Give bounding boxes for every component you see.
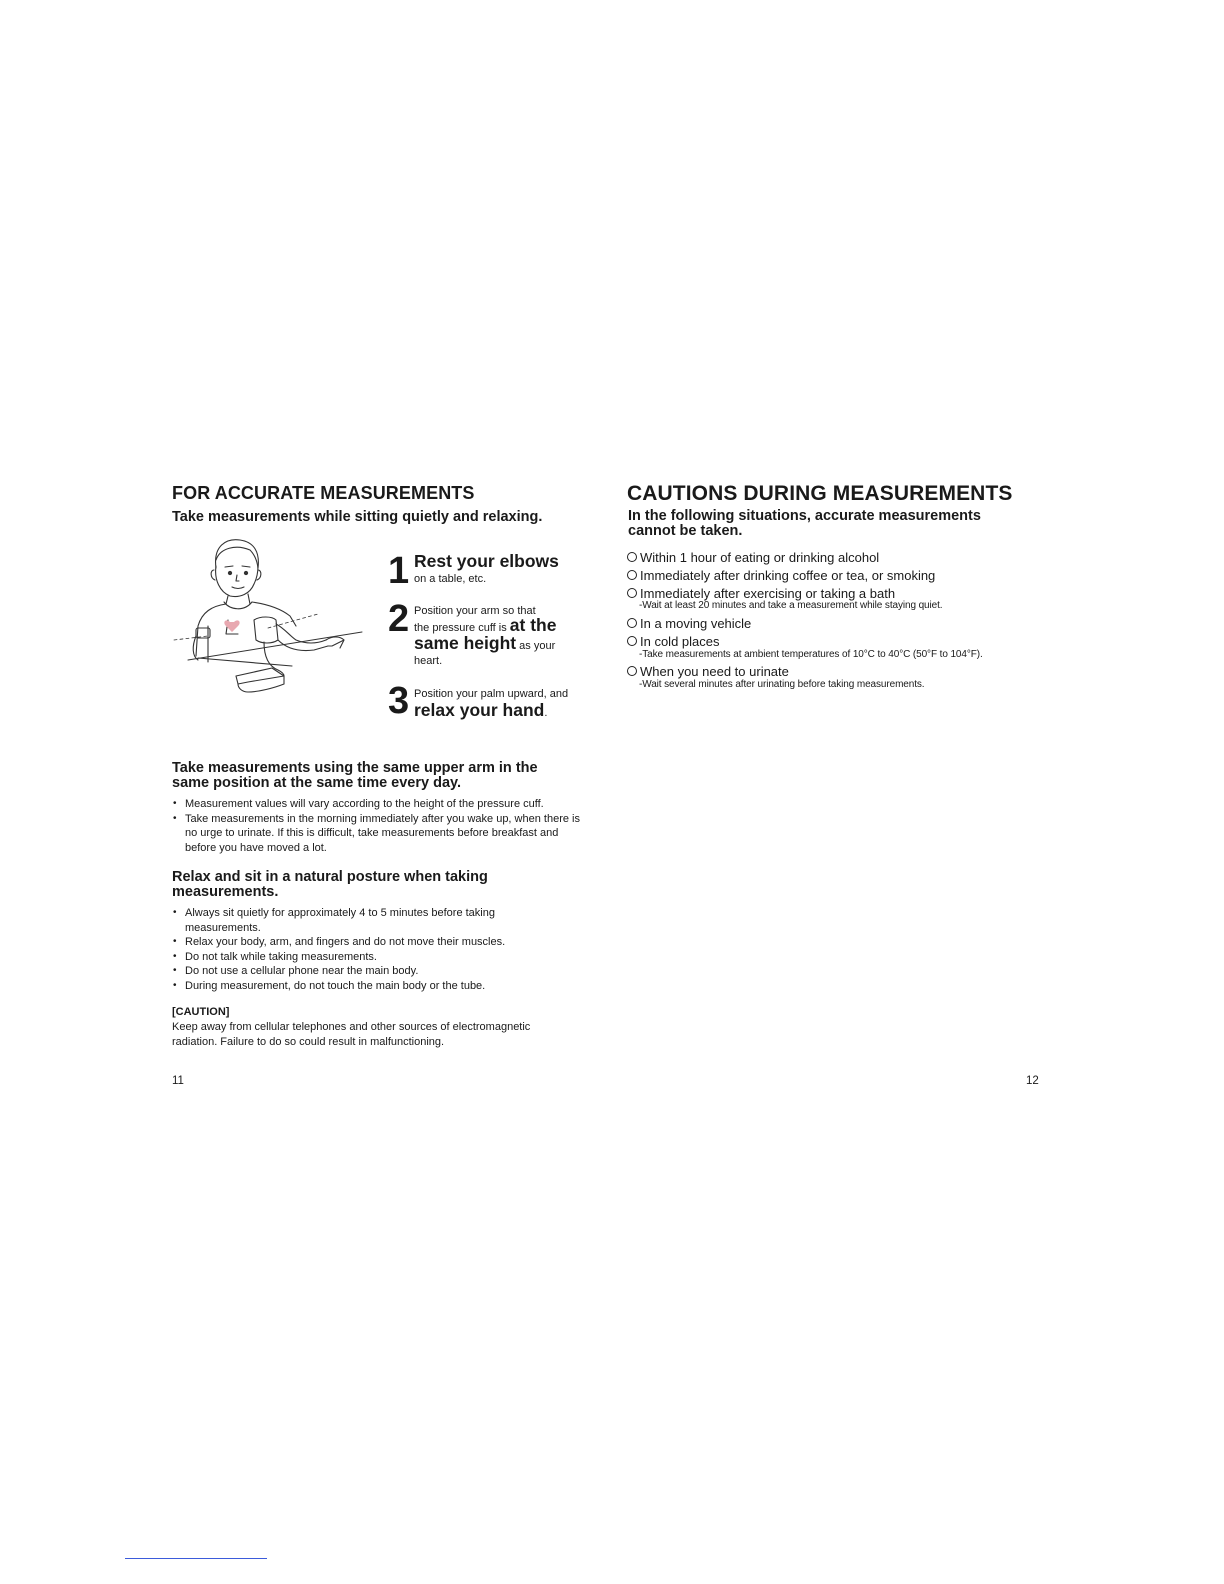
section3-heading-line1: Relax and sit in a natural posture when taking [172,869,488,885]
circle-bullet-icon [627,666,637,676]
section3-list [172,906,540,994]
right-page-subtitle-line1: In the following situations, accurate measurements [628,508,981,524]
caution-note: -Wait several minutes after urinating before taking measurements. [639,679,925,690]
posture-illustration [168,536,368,696]
caution-note: -Take measurements at ambient temperatures of 10°C to 40°C (50°F to 104°F). [639,649,983,660]
step-1-text: on a table, etc. [414,573,487,585]
step-2-number: 2 [388,598,410,640]
caution-label: [CAUTION] [172,1006,230,1018]
step-3-number: 3 [388,680,410,722]
list-item: • Relax your body, arm, and fingers and do not move their muscles. [172,935,540,950]
caution-line1: Keep away from cellular telephones and other sources of electromagnetic [172,1021,531,1033]
section3-heading-line2: measurements. [172,884,279,900]
page-number-right: 12 [1026,1075,1039,1087]
caution-item: When you need to urinate [627,664,789,679]
list-item: • Always sit quietly for approximately 4 to 5 minutes before taking measurements. [172,906,540,935]
list-item: • Do not talk while taking measurements. [172,950,540,965]
caution-note: -Wait at least 20 minutes and take a measurement while staying quiet. [639,600,943,611]
circle-bullet-icon [627,588,637,598]
list-item: • Take measurements in the morning immediately after you wake up, when there is no urge to urinate. If this is difficult, take measurements before breakfast and before you have moved a lot. [172,812,584,856]
section2-heading-line1: Take measurements using the same upper arm in the [172,760,538,776]
section2-list [172,797,584,855]
step-1-title: Rest your elbows [414,551,559,571]
left-page-subtitle: Take measurements while sitting quietly and relaxing. [172,509,543,525]
caution-item: In a moving vehicle [627,616,751,631]
step-2-line4: heart. [414,655,443,667]
list-item: • Measurement values will vary according to the height of the pressure cuff. [172,797,584,812]
left-page-title: FOR ACCURATE MEASUREMENTS [172,483,475,503]
circle-bullet-icon [627,636,637,646]
caution-item: In cold places [627,634,720,649]
step-1-number: 1 [388,550,410,592]
step-2-line2: the pressure cuff is at the [414,615,557,635]
circle-bullet-icon [627,570,637,580]
step-3-line1: Position your palm upward, and [414,688,569,700]
list-item: • During measurement, do not touch the main body or the tube. [172,979,540,994]
caution-line2: radiation. Failure to do so could result in malfunctioning. [172,1036,445,1048]
caution-item: Immediately after drinking coffee or tea, or smoking [627,568,935,583]
right-page-title: CAUTIONS DURING MEASUREMENTS [627,482,1013,505]
circle-bullet-icon [627,552,637,562]
page-number-left: 11 [172,1075,184,1087]
step-3-line2: relax your hand. [414,700,548,720]
list-item: • Do not use a cellular phone near the main body. [172,964,540,979]
caution-item: Immediately after exercising or taking a bath [627,586,895,601]
link-underline [125,1558,267,1559]
section2-heading-line2: same position at the same time every day. [172,775,462,791]
step-2-line1: Position your arm so that [414,605,536,617]
right-page-subtitle-line2: cannot be taken. [628,523,743,539]
circle-bullet-icon [627,618,637,628]
step-2-line3: same height as your [414,633,556,653]
caution-item: Within 1 hour of eating or drinking alcohol [627,550,879,565]
